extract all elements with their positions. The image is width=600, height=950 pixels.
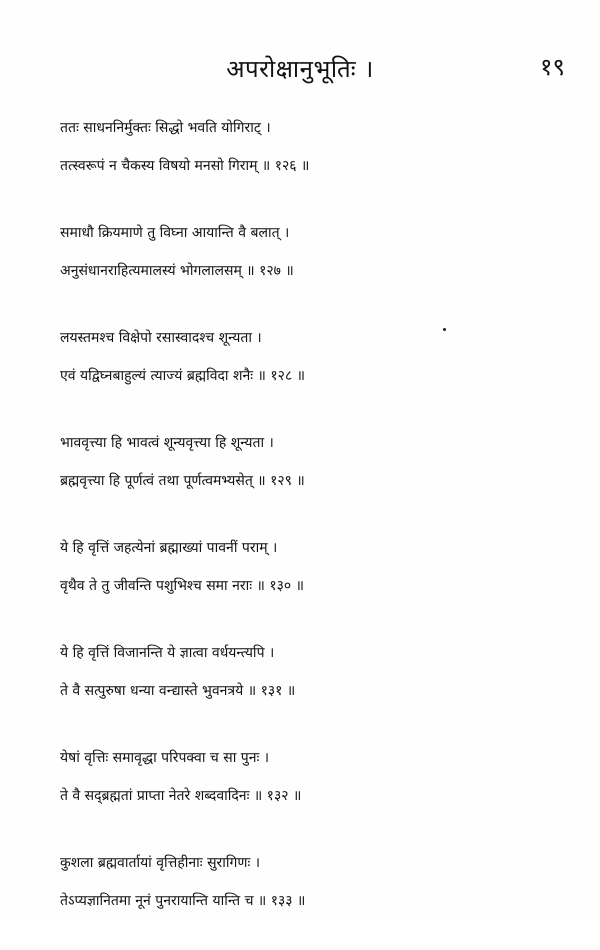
ink-speck xyxy=(443,328,446,331)
verse-line-1: भाववृत्त्या हि भावत्वं शून्यवृत्त्या हि शून्यता । xyxy=(60,435,274,451)
verse-line-2: वृथैव ते तु जीवन्ति पशुभिश्च समा नराः ॥ १३० ॥ xyxy=(60,578,305,594)
verse-128 xyxy=(60,320,580,425)
verse-line-2: ते वै सत्पुरुषा धन्या वन्द्यास्ते भुवनत्रये ॥ १३१ ॥ xyxy=(60,683,296,699)
verse-126 xyxy=(60,110,580,215)
verse-line-1: ये हि वृत्तिं विजानन्ति ये ज्ञात्वा वर्धयन्त्यपि । xyxy=(60,645,275,661)
verse-127 xyxy=(60,215,580,320)
verse-line-2: अनुसंधानराहित्यमालस्यं भोगलालसम् ॥ १२७ ॥ xyxy=(60,263,294,279)
page-number: १९ xyxy=(540,53,565,81)
page-header xyxy=(0,48,600,88)
verse-line-2: तेऽप्यज्ञानितमा नूनं पुनरायान्ति यान्ति च ॥ १३३ ॥ xyxy=(60,893,306,909)
verse-line-2: एवं यद्विघ्नबाहुल्यं त्याज्यं ब्रह्मविदा शनैः ॥ १२८ ॥ xyxy=(60,368,306,384)
verse-133 xyxy=(60,845,580,950)
verse-line-2: तत्स्वरूपं न चैकस्य विषयो मनसो गिराम् ॥ १२६ ॥ xyxy=(60,158,310,174)
running-title: अपरोक्षानुभूतिः । xyxy=(226,55,374,83)
verse-line-1: ये हि वृत्तिं जहत्येनां ब्रह्माख्यां पावनीं पराम् । xyxy=(60,540,278,556)
verse-list xyxy=(60,110,580,950)
verse-line-2: ते वै सद्ब्रह्मतां प्राप्ता नेतरे शब्दवादिनः ॥ १३२ ॥ xyxy=(60,788,302,804)
verse-129 xyxy=(60,425,580,530)
verse-line-1: समाधौ क्रियमाणे तु विघ्ना आयान्ति वै बलात् । xyxy=(60,225,290,241)
verse-131 xyxy=(60,635,580,740)
verse-line-1: कुशला ब्रह्मवार्तायां वृत्तिहीनाः सुरागिणः । xyxy=(60,855,261,871)
verse-130 xyxy=(60,530,580,635)
verse-line-1: येषां वृत्तिः समावृद्धा परिपक्वा च सा पुनः । xyxy=(60,750,270,766)
verse-132 xyxy=(60,740,580,845)
verse-line-1: ततः साधननिर्मुक्तः सिद्धो भवति योगिराट् । xyxy=(60,120,271,136)
verse-line-1: लयस्तमश्च विक्षेपो रसास्वादश्च शून्यता । xyxy=(60,330,262,346)
verse-line-2: ब्रह्मवृत्त्या हि पूर्णत्वं तथा पूर्णत्वमभ्यसेत् ॥ १२९ ॥ xyxy=(60,473,305,489)
